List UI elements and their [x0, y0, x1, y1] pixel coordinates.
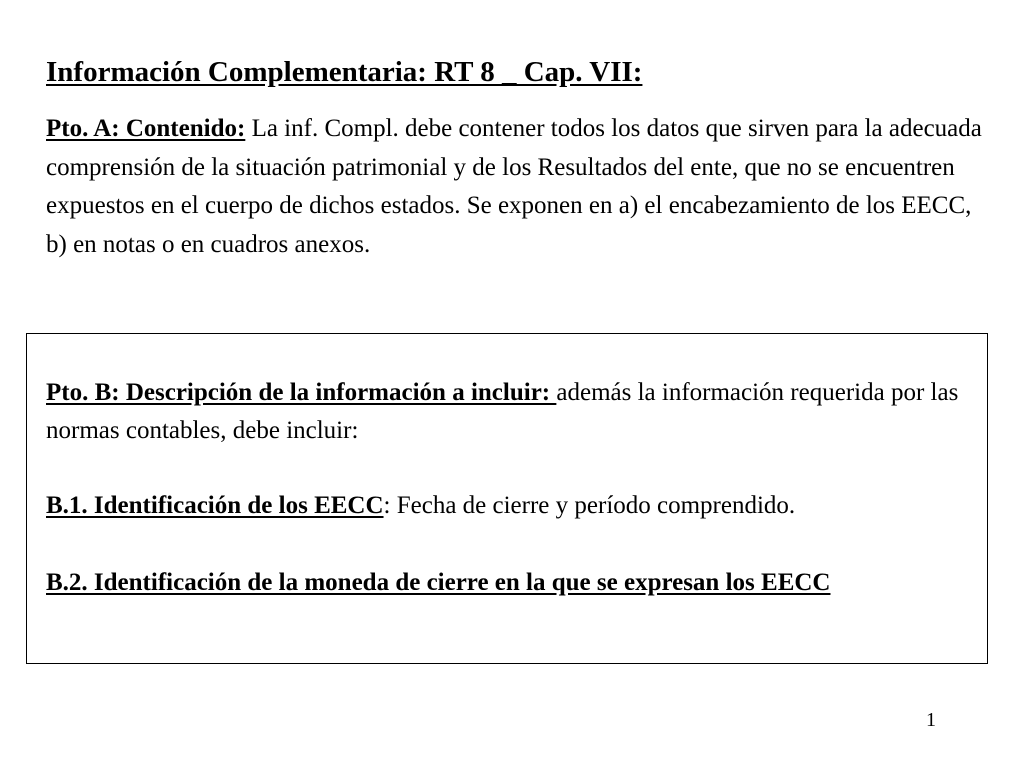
- section-b1-label: B.1. Identificación de los EECC: [46, 492, 384, 519]
- section-b2-paragraph: [46, 564, 966, 602]
- section-b-box: [26, 333, 988, 664]
- section-b-text: además la información requerida por las normas contables, debe incluir:: [46, 379, 959, 444]
- section-b1-text: : Fecha de cierre y período comprendido.: [383, 492, 796, 519]
- section-b1-paragraph: [46, 487, 966, 525]
- section-a-paragraph: [46, 110, 986, 264]
- section-b-label: Pto. B: Descripción de la información a incluir:: [46, 379, 557, 406]
- page-number: 1: [926, 709, 936, 731]
- section-a-text: La inf. Compl. debe contener todos los datos que sirven para la adecuada comprensión de la situación patrimonial y de los Resultados del ente, que no se encuentren expuestos en el cuerpo de dichos estados. Se exponen en a) el encabezamiento de los EECC, b) en notas o en cuadros anexos.: [46, 115, 982, 258]
- slide-title: Información Complementaria: RT 8 _ Cap. VII:: [46, 56, 643, 88]
- section-a-label: Pto. A: Contenido:: [46, 115, 246, 142]
- section-b2-label: B.2. Identificación de la moneda de cierre en la que se expresan los EECC: [46, 569, 831, 596]
- section-b-paragraph: [46, 374, 966, 450]
